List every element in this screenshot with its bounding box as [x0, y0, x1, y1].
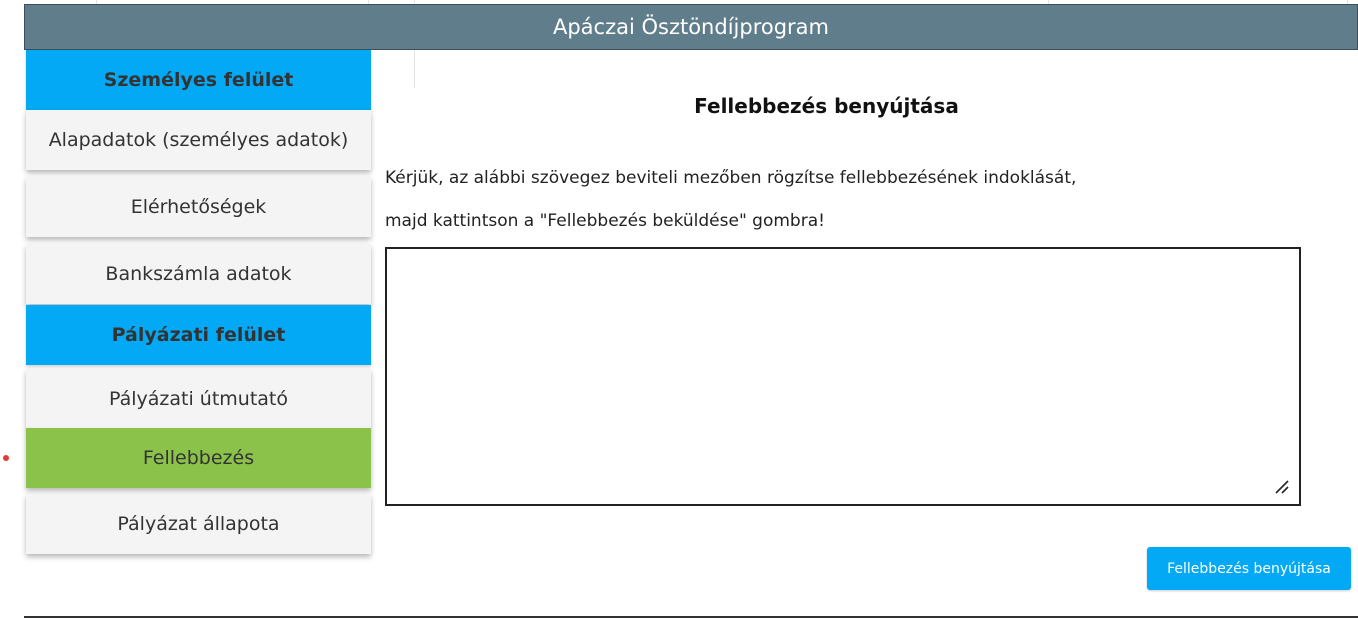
sidebar-item-contacts[interactable]: Elérhetőségek: [26, 177, 371, 237]
appeal-reason-textarea[interactable]: [387, 249, 1299, 504]
header-title: Apáczai Ösztöndíjprogram: [552, 15, 830, 39]
page-title: Fellebbezés benyújtása: [694, 94, 959, 118]
sidebar-item-bank-account[interactable]: Bankszámla adatok: [26, 244, 371, 304]
sidebar-item-basic-data[interactable]: Alapadatok (személyes adatok): [26, 110, 371, 170]
instruction-text-line-1: Kérjük, az alábbi szövegez beviteli mezőben rögzítse fellebbezésének indoklását,: [385, 168, 1077, 188]
appeal-textarea-container: [385, 247, 1301, 506]
app-header: [24, 4, 1358, 50]
submit-appeal-button[interactable]: Fellebbezés benyújtása: [1147, 547, 1351, 590]
instruction-text-line-2: majd kattintson a "Fellebbezés beküldése" gombra!: [385, 211, 825, 231]
sidebar-item-application-guide[interactable]: Pályázati útmutató: [26, 369, 371, 429]
sidebar-item-application-status[interactable]: Pályázat állapota: [26, 494, 371, 554]
sidebar-section-personal: Személyes felület: [26, 50, 371, 110]
sidebar-item-appeal[interactable]: Fellebbezés: [26, 428, 371, 488]
sidebar-section-application: Pályázati felület: [26, 305, 371, 365]
cursor-marker-dot: [3, 455, 9, 461]
